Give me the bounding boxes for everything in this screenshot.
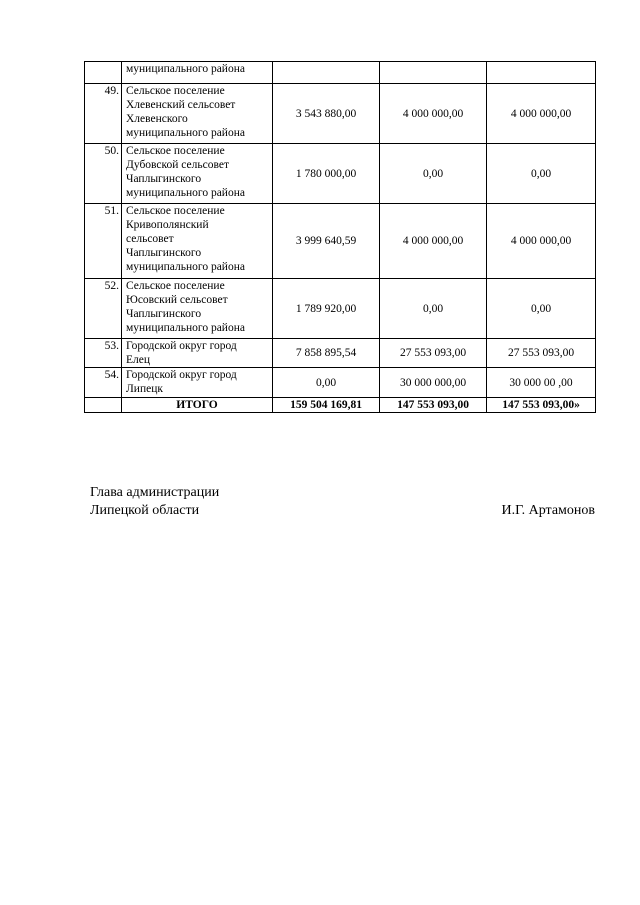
signature-name: И.Г. Артамонов — [501, 503, 595, 518]
signature-title-line2: Липецкой области — [90, 503, 200, 518]
table-row — [85, 204, 596, 279]
row-name — [122, 204, 273, 279]
row-value-3: 4 000 000,00 — [487, 204, 596, 279]
row-name — [122, 279, 273, 339]
row-name-line: Чаплыгинского — [126, 247, 202, 259]
row-value-2: 4 000 000,00 — [380, 204, 487, 279]
total-label: ИТОГО — [122, 398, 273, 413]
row-value-2: 27 553 093,00 — [380, 339, 487, 368]
table-body — [85, 62, 596, 413]
row-number: 54. — [85, 368, 122, 398]
row-value-2: 30 000 000,00 — [380, 368, 487, 398]
signature-block — [90, 484, 595, 520]
table-row — [85, 339, 596, 368]
budget-table — [84, 61, 596, 413]
row-value-2: 0,00 — [380, 279, 487, 339]
row-value-2: 4 000 000,00 — [380, 84, 487, 144]
row-name-line: Сельское поселение — [126, 280, 225, 292]
row-value-1: 3 999 640,59 — [273, 204, 380, 279]
row-name-line: Сельское поселение — [126, 205, 225, 217]
total-value-2: 147 553 093,00 — [380, 398, 487, 413]
row-number: 52. — [85, 279, 122, 339]
row-name-line: Чаплыгинского — [126, 308, 202, 320]
row-value-3: 4 000 000,00 — [487, 84, 596, 144]
row-name-line: муниципального района — [126, 187, 245, 199]
row-name-line: Хлевенский сельсовет — [126, 99, 236, 111]
table-row — [85, 62, 596, 84]
row-name-line: Сельское поселение — [126, 85, 225, 97]
row-name-line: сельсовет — [126, 233, 174, 245]
row-value-3: 0,00 — [487, 144, 596, 204]
row-number: 51. — [85, 204, 122, 279]
row-value-2: 0,00 — [380, 144, 487, 204]
row-value-1: 1 789 920,00 — [273, 279, 380, 339]
row-value-3: 0,00 — [487, 279, 596, 339]
row-name-line: муниципального района — [126, 261, 245, 273]
row-number — [85, 62, 122, 84]
table-row — [85, 368, 596, 398]
row-name-line: Дубовской сельсовет — [126, 159, 229, 171]
row-name-line: Кривополянский — [126, 219, 209, 231]
row-name-line: Юсовский сельсовет — [126, 294, 228, 306]
signature-title-line1: Глава администрации — [90, 485, 220, 500]
total-empty-cell — [85, 398, 122, 413]
row-name-line: Сельское поселение — [126, 145, 225, 157]
total-row — [85, 398, 596, 413]
row-name-line: муниципального района — [126, 63, 245, 75]
row-name-line: Елец — [126, 354, 151, 366]
row-number: 49. — [85, 84, 122, 144]
table-row — [85, 84, 596, 144]
row-number: 50. — [85, 144, 122, 204]
row-name — [122, 339, 273, 368]
row-name-line: Липецк — [126, 383, 163, 395]
table-row — [85, 279, 596, 339]
row-value-1: 1 780 000,00 — [273, 144, 380, 204]
row-value-3 — [487, 62, 596, 84]
row-name — [122, 368, 273, 398]
row-number: 53. — [85, 339, 122, 368]
total-value-1: 159 504 169,81 — [273, 398, 380, 413]
row-value-3: 30 000 00 ,00 — [487, 368, 596, 398]
row-name-line: Городской округ город — [126, 369, 237, 381]
row-value-3: 27 553 093,00 — [487, 339, 596, 368]
table-row — [85, 144, 596, 204]
row-value-2 — [380, 62, 487, 84]
row-name-line: муниципального района — [126, 322, 245, 334]
row-name-line: муниципального района — [126, 127, 245, 139]
row-value-1: 3 543 880,00 — [273, 84, 380, 144]
row-name — [122, 62, 273, 84]
row-value-1 — [273, 62, 380, 84]
row-value-1: 0,00 — [273, 368, 380, 398]
row-value-1: 7 858 895,54 — [273, 339, 380, 368]
total-value-3: 147 553 093,00» — [487, 398, 596, 413]
row-name — [122, 84, 273, 144]
row-name-line: Чаплыгинского — [126, 173, 202, 185]
row-name-line: Хлевенского — [126, 113, 188, 125]
row-name — [122, 144, 273, 204]
row-name-line: Городской округ город — [126, 340, 237, 352]
